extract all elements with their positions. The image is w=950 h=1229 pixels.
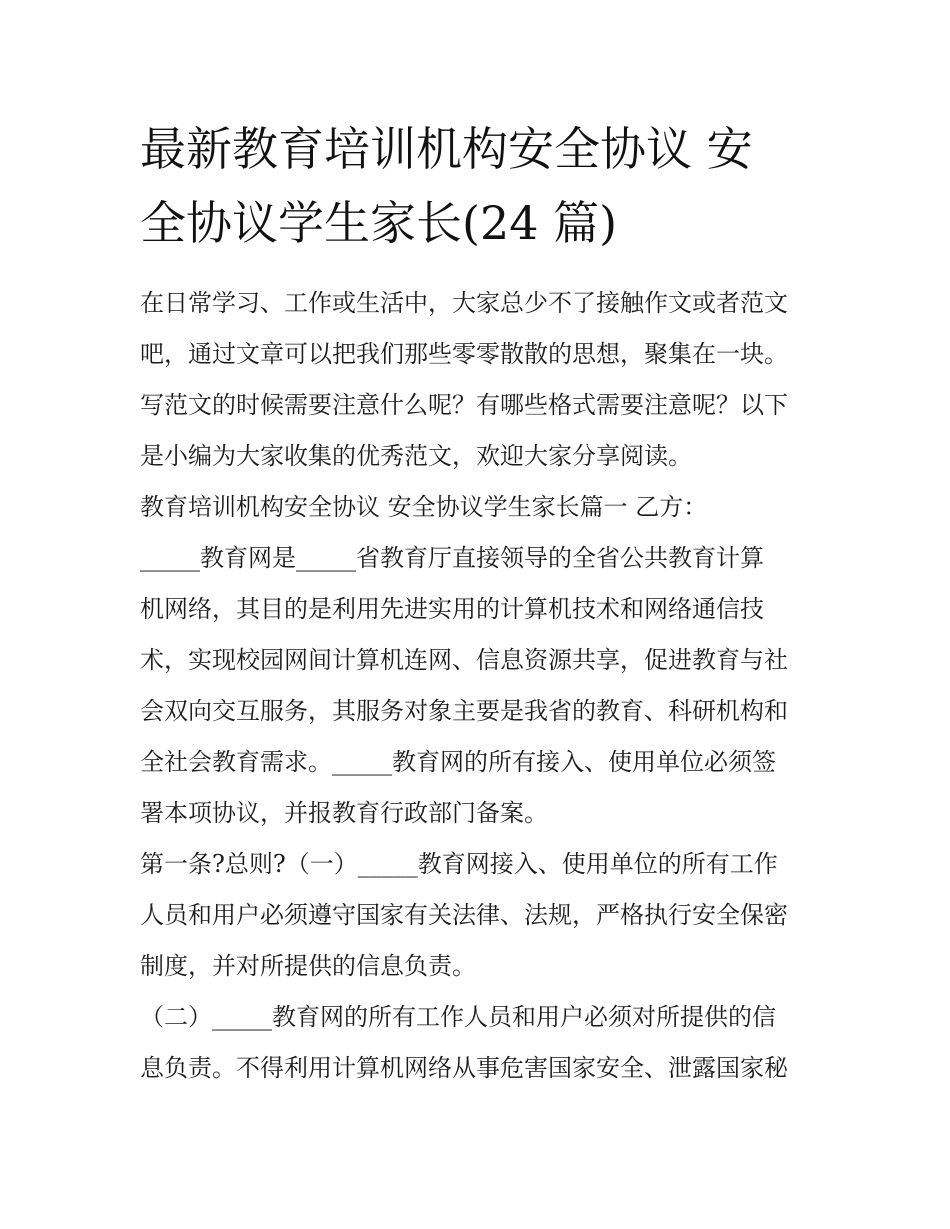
title-line-2: 全协议学生家长(24 篇) (140, 196, 618, 250)
document-title (140, 112, 820, 260)
body-line-15: （二）_____教育网的所有工作人员和用户必须对所提供的信 (140, 1003, 776, 1031)
body-line-3: 写范文的时候需要注意什么呢？有哪些格式需要注意呢？以下 (140, 391, 788, 419)
body-line-9: 会双向交互服务，其服务对象主要是我省的教育、科研机构和 (140, 697, 788, 725)
body-line-10: 全社会教育需求。_____教育网的所有接入、使用单位必须签 (140, 748, 776, 776)
body-line-16: 息负责。不得利用计算机网络从事危害国家安全、泄露国家秘 (140, 1054, 788, 1082)
body-line-12: 第一条?总则?（一）_____教育网接入、使用单位的所有工作 (140, 850, 778, 878)
body-line-2: 吧，通过文章可以把我们那些零零散散的思想，聚集在一块。 (140, 340, 788, 368)
body-line-1: 在日常学习、工作或生活中，大家总少不了接触作文或者范文 (140, 289, 788, 317)
document-body (140, 278, 820, 1094)
body-line-5: 教育培训机构安全协议 安全协议学生家长篇一 乙方： (140, 493, 708, 521)
body-line-14: 制度，并对所提供的信息负责。 (140, 952, 476, 980)
body-line-11: 署本项协议，并报教育行政部门备案。 (140, 799, 548, 827)
body-line-4: 是小编为大家收集的优秀范文，欢迎大家分享阅读。 (140, 442, 692, 470)
body-line-13: 人员和用户必须遵守国家有关法律、法规，严格执行安全保密 (140, 901, 788, 929)
body-line-6: _____教育网是_____省教育厅直接领导的全省公共教育计算 (140, 544, 764, 572)
title-line-1: 最新教育培训机构安全协议 安 (140, 122, 753, 176)
body-line-7: 机网络，其目的是利用先进实用的计算机技术和网络通信技 (140, 595, 764, 623)
body-line-8: 术，实现校园网间计算机连网、信息资源共享，促进教育与社 (140, 646, 788, 674)
